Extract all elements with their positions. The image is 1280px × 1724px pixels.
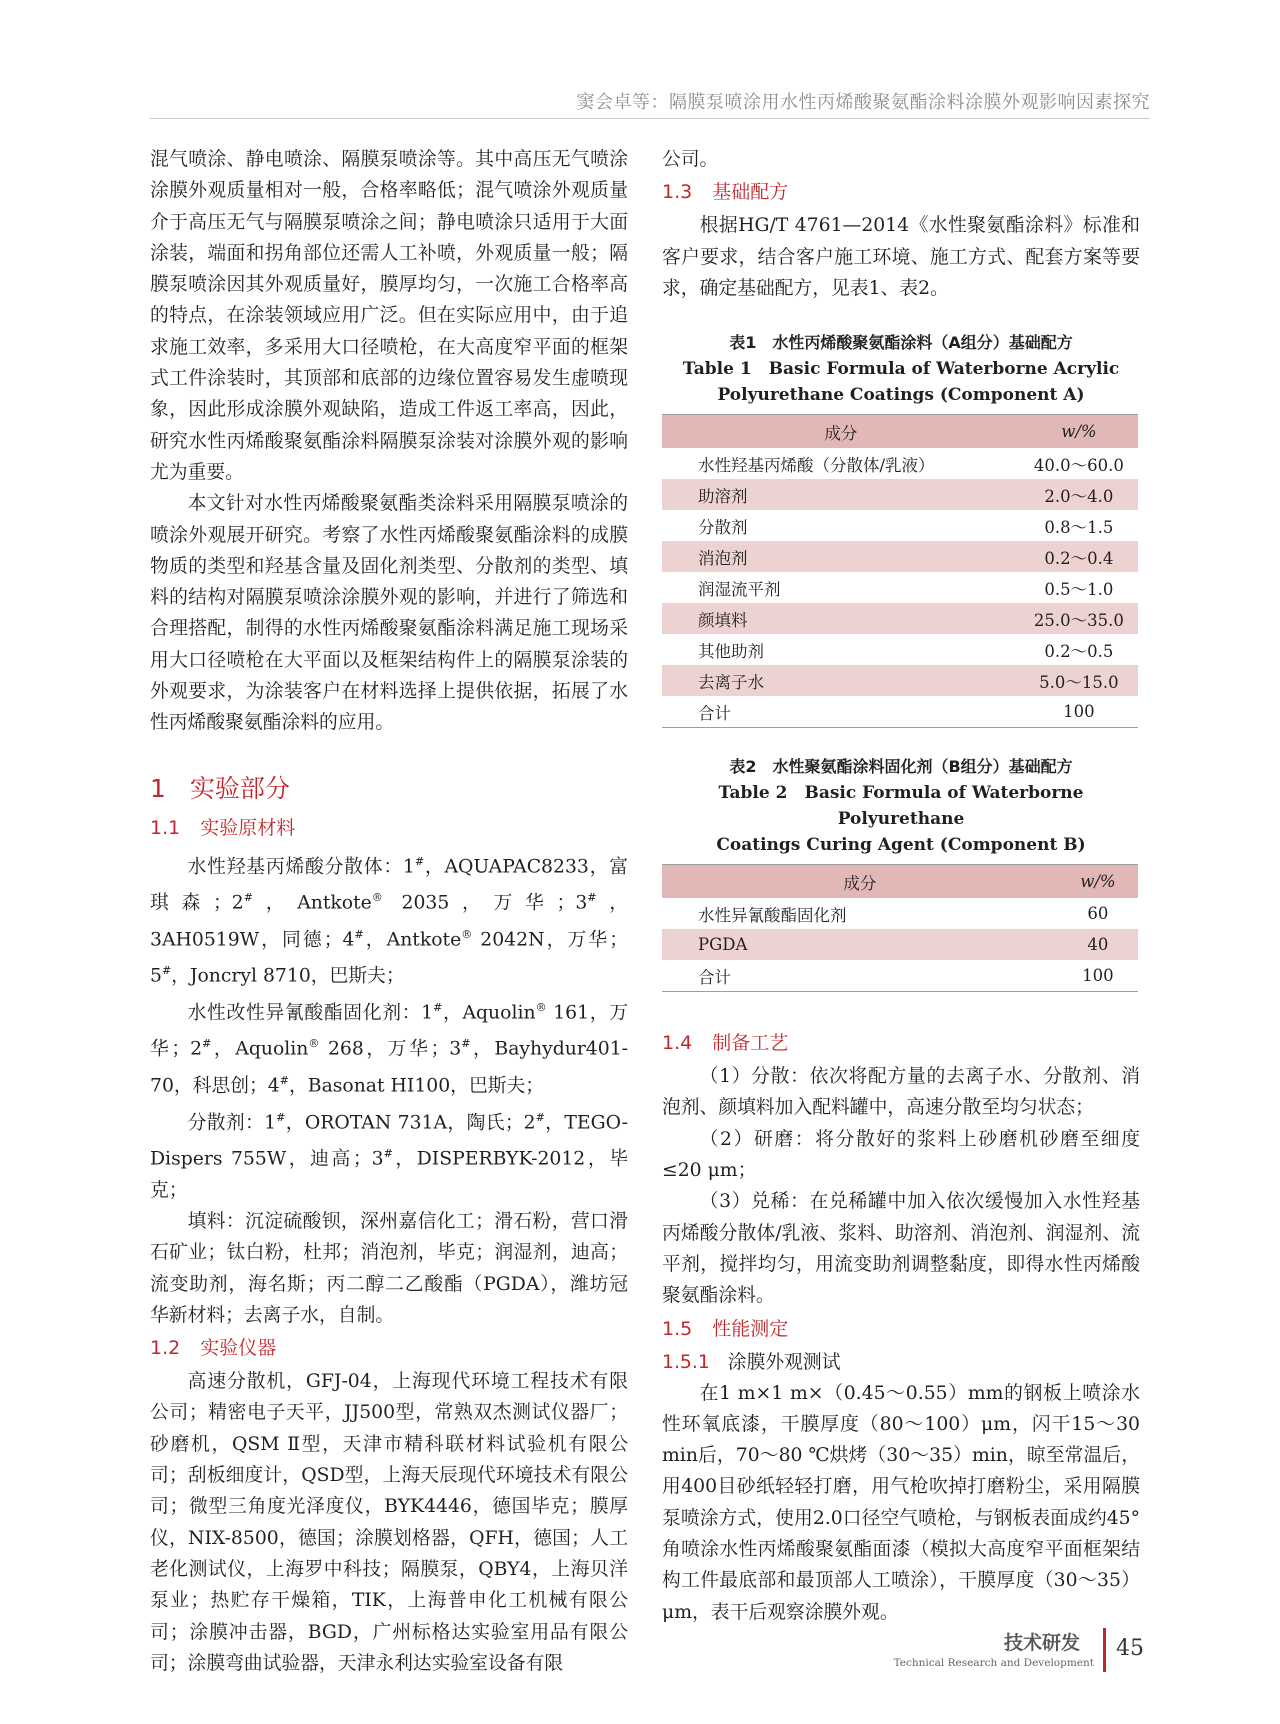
table-cell: 分散剂 — [698, 517, 748, 537]
materials-resin: 水性羟基丙烯酸分散体：1#，AQUAPAC8233，富琪森；2#，Antkote® 2035，万华；3#，3AH0519W，同德；4#，Antkote® 2042N，万华；5#，Joncryl 8710，巴斯夫； — [150, 854, 629, 987]
basic-formula-paragraph: 根据HG/T 4761—2014《水性聚氨酯涂料》标准和客户要求，结合客户施工环境、施工方式、配套方案等要求，确定基础配方，见表1、表2。 — [662, 215, 1140, 299]
table-row — [662, 510, 1138, 541]
footer-divider — [1103, 1628, 1106, 1672]
section-number: 1.1 — [150, 816, 181, 839]
section-title: 实验原材料 — [200, 816, 296, 839]
table-2-caption-en-line2: Coatings Curing Agent (Component B) — [716, 835, 1086, 856]
intro-paragraph-2: 本文针对水性丙烯酸聚氨酯类涂料采用隔膜泵喷涂的喷涂外观展开研究。考察了水性丙烯酸聚氨酯涂料的成膜物质的类型和羟基含量及固化剂类型、分散剂的类型、填料的结构对隔膜泵喷涂涂膜外观的影响，并进行了筛选和合理搭配，制得的水性丙烯酸聚氨酯涂料满足施工现场采用大口径喷枪在大平面以及框架结构件上的隔膜泵涂装的外观要求，为涂装客户在材料选择上提供依据，拓展了水性丙烯酸聚氨酯涂料的应用。 — [150, 493, 628, 734]
section-1-4-heading — [662, 1028, 1140, 1059]
table-2-caption-en-line1: Table 2 Basic Formula of Waterborne Polyurethane — [718, 783, 1084, 830]
table-cell: 水性羟基丙烯酸（分散体/乳液） — [698, 455, 935, 475]
table-cell: 40.0～60.0 — [1033, 455, 1124, 475]
table-row — [662, 541, 1138, 572]
page-number: 45 — [1116, 1636, 1144, 1661]
section-title: 制备工艺 — [712, 1032, 789, 1055]
table-cell: 水性异氰酸酯固化剂 — [698, 905, 847, 925]
table-cell: 0.8～1.5 — [1044, 517, 1114, 537]
footer-section-cn: 技术研发 — [1003, 1632, 1080, 1654]
section-1-5-heading — [662, 1314, 1140, 1345]
materials-fillers: 填料：沉淀硫酸钡，深州嘉信化工；滑石粉，营口滑石矿业；钛白粉，杜邦；消泡剂，毕克；润湿剂，迪高；流变助剂，海名斯；丙二醇二乙酸酯（PGDA），潍坊冠华新材料；去离子水，自制。 — [150, 1211, 628, 1326]
table-cell: 100 — [1020, 696, 1138, 728]
table-1-caption-cn: 表1 水性丙烯酸聚氨酯涂料（A组分）基础配方 — [729, 333, 1073, 353]
section-1-2-heading — [150, 1333, 628, 1364]
running-title: 窦会卓等：隔膜泵喷涂用水性丙烯酸聚氨酯涂料涂膜外观影响因素探究 — [576, 92, 1150, 113]
section-number: 1.2 — [150, 1337, 181, 1360]
column-header: w/% — [1020, 415, 1138, 449]
column-header: 成分 — [662, 415, 1020, 449]
section-1-heading — [150, 769, 628, 805]
table-row — [662, 572, 1138, 603]
table-header-row — [662, 865, 1138, 899]
table-cell: 0.5～1.0 — [1044, 579, 1114, 599]
table-cell: 合计 — [662, 960, 1058, 992]
table-cell: 0.2～0.4 — [1020, 541, 1138, 572]
section-number: 1.4 — [662, 1032, 693, 1055]
instruments-paragraph: 高速分散机，GFJ-04，上海现代环境工程技术有限公司；精密电子天平，JJ500型，常熟双杰测试仪器厂；砂磨机，QSM Ⅱ型，天津市精科联材料试验机有限公司；刮板细度计，QSD型，上海天辰现代环境技术有限公司；微型三角度光泽度仪，BYK4446，德国毕克；膜厚仪，NIX-8500，德国；涂膜划格器，QFH，德国；人工老化测试仪，上海罗中科技；隔膜泵，QBY4，上海贝洋泵业；热贮存干燥箱，TIK，上海普申化工机械有限公司；涂膜冲击器，BGD，广州标格达实验室用品有限公司；涂膜弯曲试验器，天津永利达实验室设备有限 — [150, 1371, 628, 1674]
table-header-row — [662, 415, 1138, 449]
table-cell: 100 — [1058, 960, 1138, 992]
table-cell: 25.0～35.0 — [1020, 603, 1138, 634]
table-cell: 颜填料 — [662, 603, 1020, 634]
section-title: 涂膜外观测试 — [727, 1351, 841, 1373]
appearance-test-paragraph: 在1 m×1 m×（0.45～0.55）mm的钢板上喷涂水性环氧底漆，干膜厚度（80～100）μm，闪干15～30 min后，70～80 ℃烘烤（30～35）min，晾至常温后，用400目砂纸轻轻打磨，用气枪吹掉打磨粉尘，采用隔膜泵喷涂方式，使用2.0口径空气喷枪，与钢板表面成约45°角喷涂水性丙烯酸聚氨酯面漆（模拟大高度窄平面框架结构工件最底部和最顶部人工喷涂），干膜厚度（30～35）μm，表干后观察涂膜外观。 — [662, 1382, 1140, 1623]
table-1-caption-en-line2: Polyurethane Coatings (Component A) — [717, 385, 1085, 406]
process-step-1: （1）分散：依次将配方量的去离子水、分散剂、消泡剂、颜填料加入配料罐中，高速分散至均匀状态； — [662, 1066, 1140, 1119]
process-step-3: （3）兑稀：在兑稀罐中加入依次缓慢加入水性羟基丙烯酸分散体/乳液、浆料、助溶剂、消泡剂、润湿剂、流平剂，搅拌均匀，用流变助剂调整黏度，即得水性丙烯酸聚氨酯涂料。 — [662, 1191, 1140, 1307]
table-cell: 合计 — [662, 696, 1020, 728]
table-2-caption-cn: 表2 水性聚氨酯涂料固化剂（B组分）基础配方 — [729, 757, 1073, 777]
table-cell: 60 — [1087, 904, 1109, 924]
intro-paragraph-1: 混气喷涂、静电喷涂、隔膜泵喷涂等。其中高压无气喷涂涂膜外观质量相对一般，合格率略低；混气喷涂外观质量介于高压无气与隔膜泵喷涂之间；静电喷涂只适用于大面涂装，端面和拐角部位还需人工补喷，外观质量一般；隔膜泵喷涂因其外观质量好，膜厚均匀，一次施工合格率高的特点，在涂装领域应用广泛。但在实际应用中，由于追求施工效率，多采用大口径喷枪，在大高度窄平面的框架式工件涂装时，其顶部和底部的边缘位置容易发生虚喷现象，因此形成涂膜外观缺陷，造成工件返工率高，因此，研究水性丙烯酸聚氨酯涂料隔膜泵涂装对涂膜外观的影响尤为重要。 — [150, 149, 628, 483]
left-column — [150, 144, 628, 1679]
section-1-1-heading — [150, 813, 628, 844]
section-number: 1.5 — [662, 1317, 693, 1340]
header-rule — [150, 118, 1150, 119]
section-number: 1.3 — [662, 181, 693, 204]
table-cell: 助溶剂 — [662, 479, 1020, 510]
table-cell: 0.2～0.5 — [1044, 641, 1114, 661]
table-cell: PGDA — [662, 929, 1058, 960]
table-row — [662, 479, 1138, 510]
table-row — [662, 696, 1138, 728]
table-cell: 去离子水 — [662, 665, 1020, 696]
table-row — [662, 929, 1138, 960]
right-column — [662, 144, 1140, 1628]
table-1-caption-en-line1: Table 1 Basic Formula of Waterborne Acrylic — [682, 359, 1120, 380]
section-1-5-1-heading — [662, 1347, 1140, 1378]
section-title: 实验仪器 — [200, 1337, 277, 1360]
table-row — [662, 898, 1138, 929]
section-title: 性能测定 — [712, 1317, 789, 1340]
footer-section-en: Technical Research and Development — [893, 1657, 1094, 1669]
table-row — [662, 665, 1138, 696]
materials-curing-agent: 水性改性异氰酸酯固化剂：1#，Aquolin® 161，万华；2#，Aquolin® 268，万华；3#，Bayhydur401-70，科思创；4#，Basonat HI100，巴斯夫； — [150, 1000, 628, 1097]
section-number: 1 — [150, 773, 166, 803]
table-row — [662, 960, 1138, 992]
section-1-3-heading — [662, 177, 1140, 208]
table-cell: 消泡剂 — [662, 541, 1020, 572]
table-cell: 润湿流平剂 — [698, 579, 781, 599]
table-row — [662, 634, 1138, 665]
table-cell: 40 — [1058, 929, 1138, 960]
section-title: 基础配方 — [712, 181, 789, 204]
materials-dispersant: 分散剂：1#，OROTAN 731A，陶氏；2#，TEGO-Dispers 755W，迪高；3#，DISPERBYK-2012，毕克； — [150, 1110, 628, 1201]
table-2 — [662, 864, 1138, 992]
table-cell: 5.0～15.0 — [1020, 665, 1138, 696]
column-header: 成分 — [662, 865, 1058, 899]
table-row — [662, 603, 1138, 634]
table-cell: 其他助剂 — [698, 641, 764, 661]
section-title: 实验部分 — [189, 773, 290, 803]
column-header: w/% — [1058, 865, 1138, 899]
table-row — [662, 448, 1138, 479]
table-cell: 2.0～4.0 — [1020, 479, 1138, 510]
table-1 — [662, 414, 1138, 728]
section-number: 1.5.1 — [662, 1351, 710, 1373]
process-step-2: （2）研磨：将分散好的浆料上砂磨机砂磨至细度≤20 μm； — [662, 1128, 1140, 1182]
instruments-continued: 公司。 — [662, 149, 719, 170]
